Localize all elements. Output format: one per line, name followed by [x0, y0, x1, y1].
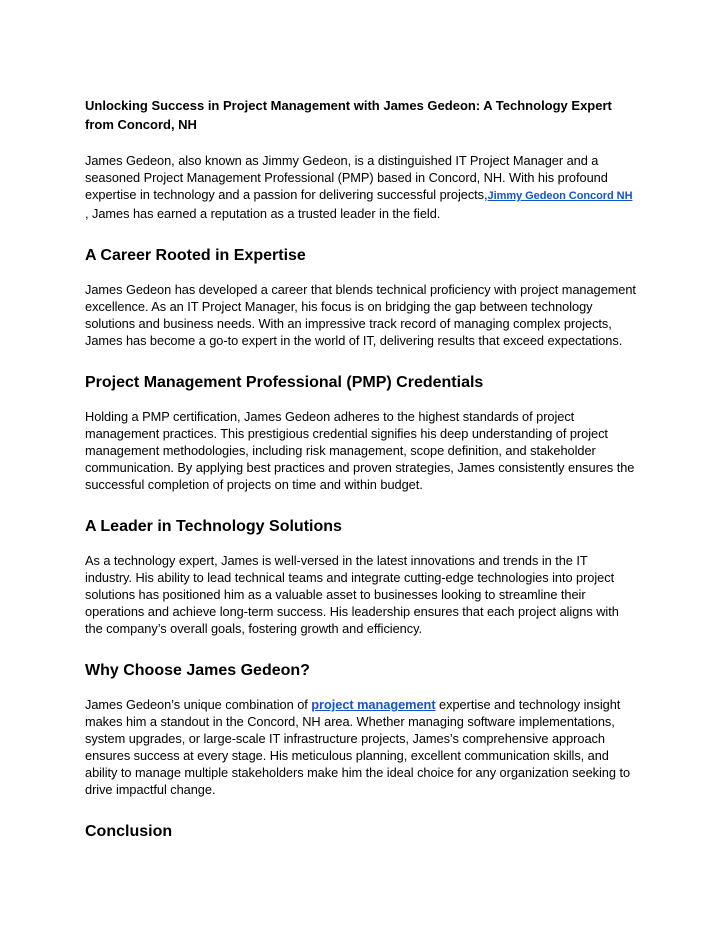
- jimmy-gedeon-concord-link[interactable]: Jimmy Gedeon Concord NH: [487, 190, 633, 202]
- intro-text-before-link: James Gedeon, also known as Jimmy Gedeon, is a distinguished IT Project Manager and a seasoned Project Management Professional (PMP) based in Concord, NH. With his profound expertise in technology and a passion for delivering successful projects,: [85, 153, 608, 202]
- section-heading-career: A Career Rooted in Expertise: [85, 247, 306, 264]
- section-heading-conclusion: Conclusion: [85, 823, 173, 840]
- intro-paragraph: [85, 152, 637, 222]
- section-heading-leader: A Leader in Technology Solutions: [85, 518, 342, 535]
- why-choose-text-before-link: James Gedeon’s unique combination of: [85, 697, 312, 712]
- article-title: Unlocking Success in Project Management with James Gedeon: A Technology Expert from Concord, NH: [85, 98, 612, 132]
- section-heading-pmp: Project Management Professional (PMP) Credentials: [85, 374, 484, 391]
- intro-text-after-link: , James has earned a reputation as a trusted leader in the field.: [85, 206, 441, 221]
- article-body: [85, 96, 637, 842]
- section-body-why-choose: [85, 696, 637, 798]
- why-choose-text-after-link: expertise and technology insight makes him a standout in the Concord, NH area. Whether managing software implementations, system upgrades, or large-scale IT infrastructure projects, James’s comprehensive approach ensures success at every stage. His meticulous planning, excellent communication skills, and ability to manage multiple stakeholders make him the ideal choice for any organization seeking to drive impactful change.: [85, 697, 631, 797]
- section-body-leader: As a technology expert, James is well-versed in the latest innovations and trends in the IT industry. His ability to lead technical teams and integrate cutting-edge technologies into project solutions has positioned him as a valuable asset to businesses looking to streamline their operations and achieve long-term success. His leadership ensures that each project aligns with the company’s overall goals, fostering growth and efficiency.: [85, 553, 619, 636]
- section-body-pmp: Holding a PMP certification, James Gedeon adheres to the highest standards of project management practices. This prestigious credential signifies his deep understanding of project management methodologies, including risk management, scope definition, and stakeholder communication. By applying best practices and proven strategies, James consistently ensures the successful completion of projects on time and within budget.: [85, 409, 635, 492]
- section-heading-why-choose: Why Choose James Gedeon?: [85, 662, 310, 679]
- section-body-career: James Gedeon has developed a career that blends technical proficiency with project management excellence. As an IT Project Manager, his focus is on bridging the gap between technology solutions and business needs. With an impressive track record of managing complex projects, James has become a go-to expert in the world of IT, delivering results that exceed expectations.: [85, 282, 636, 348]
- project-management-link[interactable]: project management: [311, 697, 436, 712]
